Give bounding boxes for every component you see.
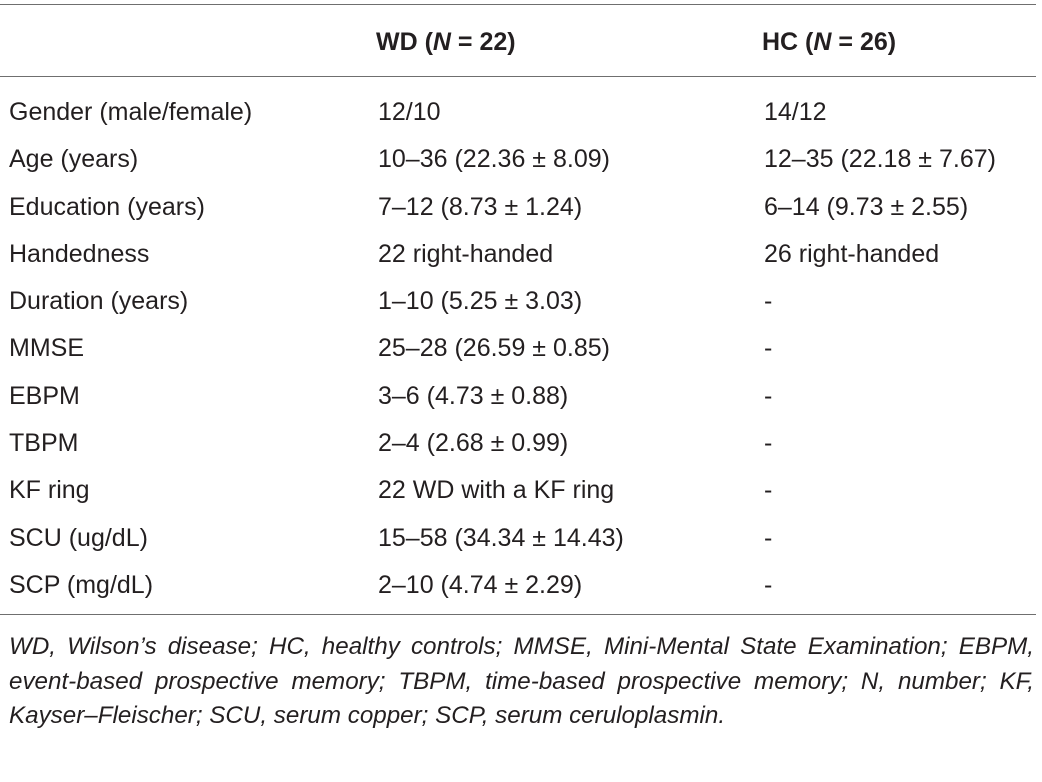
- table-row: [0, 184, 1036, 231]
- table-row: [0, 467, 1036, 514]
- row-hc-value: 12–35 (22.18 ± 7.67): [764, 145, 996, 174]
- table-row: [0, 231, 1036, 278]
- table-body: [0, 89, 1036, 609]
- row-label: Education (years): [9, 192, 205, 221]
- row-label: Handedness: [9, 239, 150, 268]
- row-hc-value: -: [764, 570, 773, 599]
- row-wd-value: 12/10: [378, 98, 441, 126]
- row-wd-value: 3–6 (4.73 ± 0.88): [378, 381, 569, 410]
- table-top-rule: [0, 4, 1036, 5]
- table-row: [0, 562, 1036, 609]
- row-hc-value: 26 right-handed: [764, 239, 940, 268]
- table-row: [0, 420, 1036, 467]
- table-header: [0, 24, 1036, 60]
- row-label: Gender (male/female): [9, 98, 253, 126]
- header-wd: [376, 24, 516, 60]
- table-row: [0, 515, 1036, 562]
- row-label: TBPM: [9, 429, 79, 458]
- row-label: KF ring: [9, 476, 90, 505]
- row-label: Duration (years): [9, 287, 189, 316]
- table-row: [0, 325, 1036, 372]
- header-wd-count: = 22): [450, 28, 516, 56]
- row-hc-value: -: [764, 523, 773, 552]
- header-wd-label: WD (: [376, 28, 433, 56]
- row-hc-value: -: [764, 476, 773, 505]
- row-wd-value: 22 right-handed: [378, 239, 554, 268]
- row-wd-value: 10–36 (22.36 ± 8.09): [378, 145, 610, 174]
- row-label: Age (years): [9, 145, 139, 174]
- header-wd-n: N: [432, 28, 451, 56]
- table-header-rule: [0, 76, 1036, 77]
- row-hc-value: -: [764, 381, 773, 410]
- header-hc-n: N: [813, 28, 832, 56]
- row-wd-value: 1–10 (5.25 ± 3.03): [378, 287, 583, 316]
- row-label: SCU (ug/dL): [9, 523, 148, 552]
- table-row: [0, 89, 1036, 136]
- row-label: MMSE: [9, 334, 84, 363]
- header-hc-label: HC (: [762, 28, 814, 56]
- table-footnote: WD, Wilson’s disease; HC, healthy controls; MMSE, Mini-Mental State Examination; EBPM, event-based prospective memory; TBPM, time-based prospective memory; N, number; KF, Kayser–Fleischer; SCU, serum copper; SCP, serum ceruloplasmin.: [9, 633, 1034, 730]
- row-hc-value: -: [764, 287, 773, 316]
- row-wd-value: 7–12 (8.73 ± 1.24): [378, 192, 583, 221]
- row-wd-value: 15–58 (34.34 ± 14.43): [378, 523, 624, 552]
- table-bottom-rule: [0, 614, 1036, 615]
- header-hc: [762, 24, 896, 60]
- row-hc-value: 6–14 (9.73 ± 2.55): [764, 192, 969, 221]
- table-row: [0, 278, 1036, 325]
- row-wd-value: 2–4 (2.68 ± 0.99): [378, 429, 569, 458]
- row-hc-value: -: [764, 334, 773, 363]
- table-row: [0, 136, 1036, 183]
- row-hc-value: -: [764, 429, 773, 458]
- table-row: [0, 373, 1036, 420]
- row-wd-value: 25–28 (26.59 ± 0.85): [378, 334, 610, 363]
- row-wd-value: 2–10 (4.74 ± 2.29): [378, 570, 583, 599]
- row-wd-value: 22 WD with a KF ring: [378, 476, 615, 505]
- row-hc-value: 14/12: [764, 98, 827, 126]
- row-label: SCP (mg/dL): [9, 570, 154, 599]
- header-hc-count: = 26): [831, 28, 897, 56]
- row-label: EBPM: [9, 381, 80, 410]
